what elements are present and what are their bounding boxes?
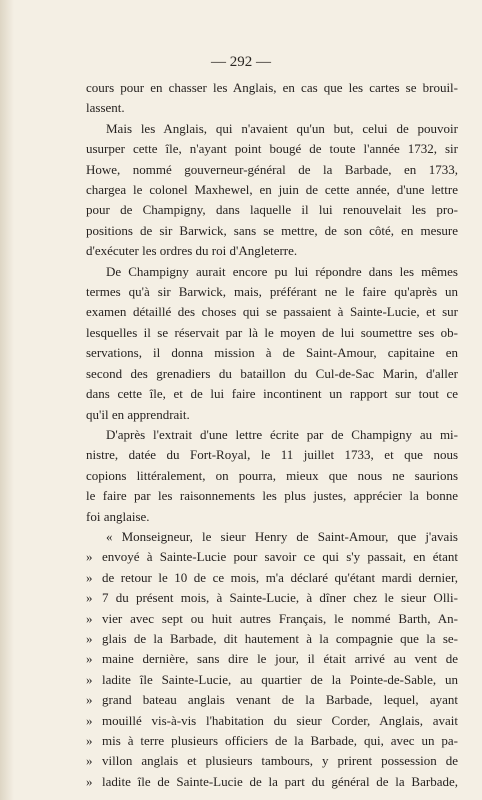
quote-line: [86, 609, 458, 629]
text-line: lassent.: [86, 100, 125, 116]
guillemet-mark: »: [86, 610, 93, 626]
quote-line-text: glais de la Barbade, dit hautement à la compagnie que la se-: [102, 630, 458, 646]
quote-line: [86, 751, 458, 771]
quote-line: [86, 772, 458, 792]
text-line: chargea le colonel Maxhewel, en juin de cette année, d'une lettre: [86, 182, 458, 198]
guillemet-mark: »: [86, 733, 93, 748]
quote-line: [86, 547, 458, 567]
guillemet-mark: »: [86, 651, 93, 667]
paragraph: [86, 262, 458, 425]
quote-line-text: mis à terre plusieurs officiers de la Barbade, qui, avec un pa-: [102, 733, 458, 748]
text-line: cours pour en chasser les Anglais, en cas que les cartes se brouil-: [86, 80, 458, 95]
text-line: Howe, nommé gouverneur-général de la Barbade, en 1733,: [86, 161, 458, 177]
guillemet-mark: »: [86, 549, 93, 565]
quote-line: [86, 568, 458, 588]
paragraph: [86, 425, 458, 527]
quote-line: [86, 588, 458, 608]
guillemet-mark: »: [86, 692, 93, 708]
quote-line-text: envoyé à Sainte-Lucie pour savoir ce qui s'y passait, en étant: [102, 549, 458, 565]
paragraph-list: [86, 78, 458, 527]
guillemet-mark: »: [86, 569, 93, 585]
quote-line: [86, 731, 458, 751]
text-line: qu'il en apprendrait.: [86, 406, 190, 422]
quote-line: [86, 629, 458, 649]
page-number: — 292 —: [211, 54, 271, 70]
quote-line-text: ladite île Sainte-Lucie, au quartier de la Pointe-de-Sable, un: [102, 671, 458, 687]
quote-line: [86, 670, 458, 690]
guillemet-mark: »: [86, 671, 93, 687]
quoted-letter: [86, 527, 458, 792]
text-line: foi anglaise.: [86, 508, 150, 524]
quote-line-text: ladite île de Sainte-Lucie de la part du général de la Barbade,: [102, 773, 458, 789]
text-line: De Champigny aurait encore pu lui répondre dans les mêmes: [106, 263, 458, 279]
text-line: d'exécuter les ordres du roi d'Angleterre.: [86, 243, 298, 259]
page-edge-shadow: [0, 0, 14, 800]
quote-line-text: villon anglais et plusieurs tambours, y prirent possession de: [102, 753, 458, 769]
text-line: servations, il donna mission à de Saint-Amour, capitaine en: [86, 345, 458, 361]
guillemet-mark: »: [86, 590, 93, 606]
text-line: usurper cette île, n'ayant point bougé de toute l'année 1732, sir: [86, 141, 458, 157]
text-line: examen détaillé des choses qui se passaient à Sainte-Lucie, et sur: [86, 304, 458, 320]
text-line: dans cette île, et de lui faire incontinent un rapport sur tout ce: [86, 386, 458, 402]
quote-line: [86, 649, 458, 669]
quote-line: [86, 690, 458, 710]
guillemet-mark: »: [86, 712, 93, 728]
quote-line-text: mouillé vis-à-vis l'habitation du sieur Corder, Anglais, avait: [102, 712, 458, 728]
text-line: second des grenadiers du bataillon du Cul-de-Sac Marin, d'aller: [86, 365, 458, 381]
quote-opening-line: « Monseigneur, le sieur Henry de Saint-Amour, que j'avais: [106, 528, 458, 544]
quote-line-text: maine dernière, sans dire le jour, il était arrivé au vent de: [102, 651, 458, 667]
guillemet-mark: »: [86, 753, 93, 769]
text-line: termes qu'à sir Barwick, mais, préférant ne le faire qu'après un: [86, 284, 458, 300]
paragraph: [86, 119, 458, 262]
text-line: positions de sir Barwick, sans se mettre, de son côté, en mesure: [86, 222, 458, 238]
paragraph: [86, 78, 458, 119]
guillemet-mark: »: [86, 773, 93, 789]
text-line: le faire par les raisonnements les plus justes, apprécier la bonne: [86, 488, 458, 504]
quote-line-text: grand bateau anglais venant de la Barbade, lequel, ayant: [102, 692, 458, 708]
guillemet-mark: »: [86, 630, 93, 646]
text-line: lesquelles il se réservait par là le moyen de lui soumettre ses ob-: [86, 324, 458, 340]
text-line: pour de Champigny, dans laquelle il lui renouvelait les pro-: [86, 202, 458, 218]
page-body: [86, 78, 458, 792]
quote-line-text: vier avec sept ou huit autres Français, le nommé Barth, An-: [102, 610, 458, 626]
text-line: nistre, datée du Fort-Royal, le 11 juillet 1733, et que nous: [86, 447, 458, 463]
quote-line: [86, 711, 458, 731]
text-line: copions littéralement, on pourra, mieux que nous ne saurions: [86, 467, 458, 483]
text-line: D'après l'extrait d'une lettre écrite par de Champigny au mi-: [106, 426, 458, 442]
quote-line-text: de retour le 10 de ce mois, m'a déclaré qu'étant mardi dernier,: [102, 569, 458, 585]
quote-line-text: 7 du présent mois, à Sainte-Lucie, à dîner chez le sieur Olli-: [102, 590, 458, 606]
text-line: Mais les Anglais, qui n'avaient qu'un but, celui de pouvoir: [106, 120, 458, 136]
